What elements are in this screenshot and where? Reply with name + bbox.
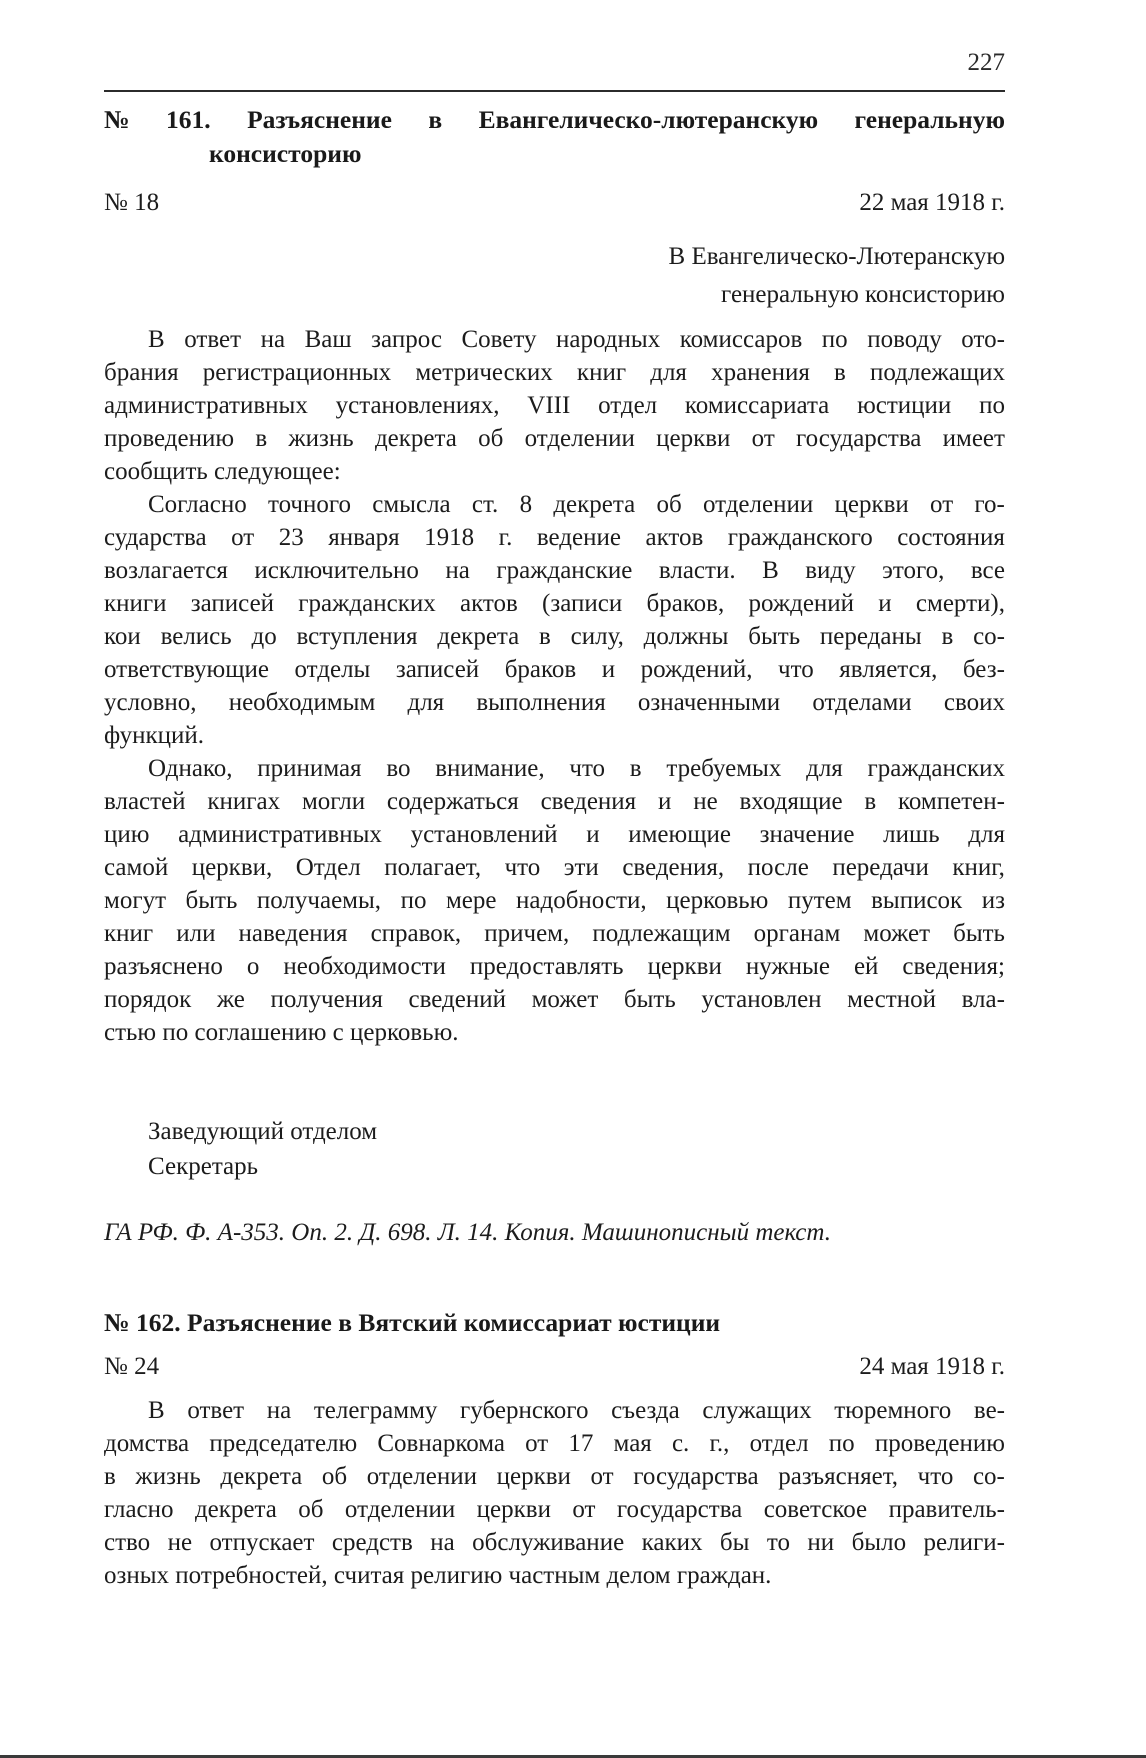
word: государства [633, 1463, 759, 1490]
word: виду [805, 557, 856, 584]
word: цию [104, 821, 150, 848]
word: декрета [437, 623, 520, 650]
word: книг [576, 359, 627, 386]
word: об [478, 425, 504, 452]
text-line [104, 851, 1005, 884]
word: браков, [646, 590, 725, 617]
word: народных [556, 326, 661, 353]
word: гражданского [727, 524, 873, 551]
word: церкви, [191, 854, 273, 881]
word: по [400, 887, 427, 914]
word: для [407, 689, 445, 716]
word: точного [267, 491, 352, 518]
word: об [656, 491, 682, 518]
word: власти. [658, 557, 736, 584]
text-line [104, 686, 1005, 719]
word: наведения [238, 920, 348, 947]
word: ей [853, 953, 879, 980]
text-line [104, 917, 1005, 950]
word: обслуживание [472, 1529, 625, 1556]
word: В [762, 557, 779, 584]
word: подлежащим [592, 920, 731, 947]
text-line [104, 1460, 1005, 1493]
word: церкви [656, 425, 731, 452]
text-line [104, 521, 1005, 554]
word: церкви [496, 1463, 571, 1490]
word: VIII [527, 392, 571, 419]
word: государства [616, 1496, 743, 1523]
word: 23 [278, 524, 304, 551]
doc-162-meta [104, 1351, 1005, 1383]
word: после [747, 854, 809, 881]
text-line [104, 422, 1005, 455]
word: смерти), [915, 590, 1005, 617]
word: на [266, 1397, 292, 1424]
word: рождений [748, 590, 855, 617]
word: комиссариата [684, 392, 830, 419]
word: кои [104, 623, 141, 650]
word: административных [178, 821, 382, 848]
word: книг [104, 920, 154, 947]
word: и [878, 590, 892, 617]
word: что [778, 656, 814, 683]
text-line [104, 323, 1005, 356]
word: справок, [370, 920, 462, 947]
word: имеет [942, 425, 1005, 452]
word: по [821, 326, 848, 353]
word: Разъяснение [247, 105, 392, 134]
word: органам [753, 920, 841, 947]
word: Ваш [304, 326, 352, 353]
word: 17 [568, 1430, 594, 1457]
word: комиссаров [679, 326, 803, 353]
word: гражданские [496, 557, 633, 584]
word: записей [190, 590, 275, 617]
word: регистрационных [202, 359, 392, 386]
word: об [321, 1463, 348, 1490]
text-line [104, 653, 1005, 686]
word: отделами [812, 689, 912, 716]
word: го- [974, 491, 1005, 518]
word: ни [807, 1529, 835, 1556]
word: отдел [598, 392, 658, 419]
text-line [104, 752, 1005, 785]
word: мере [445, 887, 497, 914]
text-line [104, 587, 1005, 620]
word: со- [973, 623, 1005, 650]
word: домства [104, 1430, 190, 1457]
word: в [941, 623, 954, 650]
word: передачи [832, 854, 929, 881]
word: браков [504, 656, 577, 683]
word: правитель- [888, 1496, 1005, 1523]
word: председателю [209, 1430, 358, 1457]
word: церкви [647, 953, 722, 980]
word: ведение [536, 524, 621, 551]
word: ве- [973, 1397, 1005, 1424]
word: в [104, 1463, 116, 1490]
word: гражданских [867, 755, 1005, 782]
word: имеющие [628, 821, 731, 848]
word: отдел [749, 1430, 809, 1457]
word: надобности, [516, 887, 647, 914]
word: религи- [923, 1529, 1005, 1556]
word: сударства [104, 524, 207, 551]
word: губернского [460, 1397, 589, 1424]
word: 1918 [424, 524, 475, 551]
word: вла- [961, 986, 1005, 1013]
word: предоставлять [469, 953, 624, 980]
word: установлен [701, 986, 822, 1013]
word: В [148, 326, 165, 353]
word: без- [962, 656, 1005, 683]
word: декрета [220, 1463, 303, 1490]
word: требуемых [666, 755, 782, 782]
word: актов [645, 524, 704, 551]
word: церкви [834, 491, 909, 518]
word: состояния [897, 524, 1005, 551]
word: отделы [294, 656, 371, 683]
doc-161-paragraph-1 [104, 323, 1005, 488]
text-line [104, 554, 1005, 587]
word: принимая [257, 755, 362, 782]
word: брания [104, 359, 179, 386]
word: быть [953, 920, 1005, 947]
word: в [539, 623, 551, 650]
word: выполнения [476, 689, 606, 716]
word: могли [301, 788, 366, 815]
word: необходимости [283, 953, 446, 980]
word: каких [641, 1529, 703, 1556]
word: Евангелическо-лютеранскую [478, 105, 819, 134]
word: (записи [542, 590, 623, 617]
word: юстиции [857, 392, 952, 419]
doc-161-title [104, 103, 1005, 171]
text-line [104, 818, 1005, 851]
word: подлежащих [870, 359, 1005, 386]
text-line [104, 785, 1005, 818]
text-line [104, 1526, 1005, 1559]
text-line [104, 356, 1005, 389]
word: означенными [637, 689, 781, 716]
word: книг, [952, 854, 1005, 881]
doc-162-date: 24 мая 1918 г. [859, 1353, 1005, 1380]
word: тюремного [834, 1397, 952, 1424]
word: условно, [104, 689, 197, 716]
text-line [104, 1493, 1005, 1526]
word: же [216, 986, 245, 1013]
word: отделении [366, 1463, 477, 1490]
word: отпускает [209, 1529, 315, 1556]
doc-161-date: 22 мая 1918 г. [859, 189, 1005, 216]
word: от [590, 1463, 614, 1490]
word: метрических [415, 359, 553, 386]
word: содержаться [386, 788, 519, 815]
word: местной [847, 986, 936, 1013]
word: актов [459, 590, 518, 617]
text-line [104, 1427, 1005, 1460]
word: необходимым [228, 689, 376, 716]
word: нужные [745, 953, 830, 980]
word: ото- [961, 326, 1005, 353]
word: властей [104, 788, 186, 815]
word: и [586, 821, 600, 848]
word: по [979, 392, 1005, 419]
doc-161-signatures [104, 1114, 1049, 1184]
word: велись [160, 623, 232, 650]
word: проведению [874, 1430, 1005, 1457]
word: съезда [611, 1397, 680, 1424]
word: вступления [296, 623, 418, 650]
doc-162-number: № 24 [104, 1353, 160, 1380]
text-line [104, 620, 1005, 653]
word: из [981, 887, 1005, 914]
word: от [231, 524, 255, 551]
word: входящие [739, 788, 843, 815]
word: что [917, 1463, 954, 1490]
word: отделении [344, 1496, 456, 1523]
word: или [176, 920, 216, 947]
word: сведений [408, 986, 507, 1013]
word: об [298, 1496, 324, 1523]
word: значение [759, 821, 855, 848]
word: сведения, [622, 854, 725, 881]
word: установлений [410, 821, 558, 848]
word: Однако, [148, 755, 233, 782]
word: 161. [166, 105, 211, 134]
word: для [650, 359, 687, 386]
word: Согласно [148, 491, 247, 518]
word: может [863, 920, 931, 947]
word: декрета [374, 425, 457, 452]
addressee-line: В Евангелическо-Лютеранскую [668, 243, 1005, 270]
doc-161-meta [104, 187, 1005, 219]
word: в [864, 788, 877, 815]
word: жизнь [288, 425, 354, 452]
word: является, [839, 656, 938, 683]
word: быть [185, 887, 238, 914]
word: порядок [104, 986, 192, 1013]
word: государства [796, 425, 922, 452]
word: административных [104, 392, 308, 419]
word: компетен- [898, 788, 1005, 815]
word: на [445, 557, 470, 584]
word: исключительно [254, 557, 419, 584]
word: о [246, 953, 260, 980]
doc-162-title-line1: № 162. Разъяснение в Вятский комиссариат юстиции [104, 1308, 721, 1337]
word: самой [104, 854, 169, 881]
word: путем [787, 887, 852, 914]
word: в [255, 425, 268, 452]
word: во [386, 755, 411, 782]
text-line: функций. [104, 722, 204, 749]
signature-line: Секретарь [148, 1153, 259, 1180]
word: причем, [484, 920, 570, 947]
word: должны [643, 623, 729, 650]
word: полагает, [384, 854, 482, 881]
word: поводу [867, 326, 942, 353]
word: гражданских [298, 590, 436, 617]
word: в [834, 359, 846, 386]
doc-162-paragraph-1 [104, 1394, 1005, 1592]
doc-161-number: № 18 [104, 189, 160, 216]
word: для [968, 821, 1005, 848]
word: средств [331, 1529, 413, 1556]
word: записей [395, 656, 480, 683]
addressee-line: генеральную консисторию [721, 281, 1005, 308]
word: отделении [702, 491, 814, 518]
text-line: озных потребностей, считая религию частным делом граждан. [104, 1562, 772, 1589]
word: разъяснено [104, 953, 223, 980]
word: проведению [104, 425, 235, 452]
word: и [657, 788, 672, 815]
word: получаемы, [256, 887, 382, 914]
doc-161-title-line1 [104, 103, 1005, 137]
signature-line: Заведующий отделом [148, 1118, 378, 1145]
word: на [430, 1529, 455, 1556]
word: эти [563, 854, 599, 881]
text-line: стью по соглашению с церковью. [104, 1019, 459, 1046]
word: со- [972, 1463, 1005, 1490]
word: церковью [666, 887, 769, 914]
word: ответ [184, 326, 242, 353]
word: до [251, 623, 277, 650]
word: этого, [882, 557, 945, 584]
doc-161-addressee [104, 238, 1005, 314]
doc-161-paragraph-3 [104, 752, 1005, 1049]
word: бы [719, 1529, 750, 1556]
word: лишь [883, 821, 940, 848]
word: телеграмму [313, 1397, 438, 1424]
word: в [428, 105, 443, 134]
text-line: сообщить следующее: [104, 458, 341, 485]
word: не [167, 1529, 193, 1556]
word: ст. [471, 491, 499, 518]
word: советское [763, 1496, 868, 1523]
doc-161-paragraph-2 [104, 488, 1005, 752]
word: г. [498, 524, 513, 551]
word: декрета [553, 491, 636, 518]
word: от [525, 1430, 549, 1457]
word: для [806, 755, 843, 782]
word: января [328, 524, 400, 551]
word: мая [613, 1430, 652, 1457]
word: выписок [871, 887, 963, 914]
word: № [104, 105, 130, 134]
word: г., [709, 1430, 730, 1457]
doc-161-title-line2: консисторию [209, 139, 362, 168]
text-line [104, 884, 1005, 917]
word: установлениях, [335, 392, 500, 419]
text-line [104, 950, 1005, 983]
word: отделении [524, 425, 635, 452]
word: книги [104, 590, 167, 617]
word: сведения [540, 788, 637, 815]
word: силу, [570, 623, 624, 650]
word: могут [104, 887, 166, 914]
word: В [148, 1397, 165, 1424]
word: в [629, 755, 642, 782]
word: что [569, 755, 606, 782]
doc-162-title [104, 1306, 1005, 1340]
word: рождений, [640, 656, 753, 683]
word: разъясняет, [778, 1463, 899, 1490]
word: от [751, 425, 775, 452]
word: то [766, 1529, 790, 1556]
word: было [851, 1529, 907, 1556]
word: получения [270, 986, 383, 1013]
word: и [601, 656, 616, 683]
word: служащих [702, 1397, 812, 1424]
page-number: 227 [967, 49, 1005, 76]
word: Отдел [295, 854, 361, 881]
word: на [260, 326, 286, 353]
text-line [104, 389, 1005, 422]
word: Совету [461, 326, 537, 353]
word: возлагается [104, 557, 228, 584]
word: внимание, [435, 755, 545, 782]
word: по [828, 1430, 855, 1457]
word: генеральную [854, 105, 1005, 134]
text-line [104, 1394, 1005, 1427]
word: ство [104, 1529, 151, 1556]
word: не [693, 788, 718, 815]
word: своих [943, 689, 1005, 716]
word: быть [623, 986, 676, 1013]
word: от [930, 491, 954, 518]
word: все [970, 557, 1005, 584]
word: книгах [207, 788, 281, 815]
word: сведения; [902, 953, 1005, 980]
text-line [104, 488, 1005, 521]
word: что [504, 854, 541, 881]
word: смысла [372, 491, 451, 518]
word: переданы [819, 623, 922, 650]
word: ответствующие [104, 656, 269, 683]
word: от [572, 1496, 596, 1523]
word: жизнь [135, 1463, 201, 1490]
word: быть [748, 623, 801, 650]
doc-161-archive-source: ГА РФ. Ф. А-353. Оп. 2. Д. 698. Л. 14. Копия. Машинописный текст. [104, 1219, 831, 1246]
word: может [531, 986, 599, 1013]
word: церкви [476, 1496, 551, 1523]
word: хранения [711, 359, 810, 386]
word: гласно [104, 1496, 174, 1523]
header-rule [104, 90, 1005, 92]
word: с. [671, 1430, 690, 1457]
word: декрета [194, 1496, 277, 1523]
word: 8 [519, 491, 533, 518]
word: ответ [187, 1397, 245, 1424]
word: запрос [371, 326, 442, 353]
word: Совнаркома [377, 1430, 505, 1457]
text-line [104, 983, 1005, 1016]
